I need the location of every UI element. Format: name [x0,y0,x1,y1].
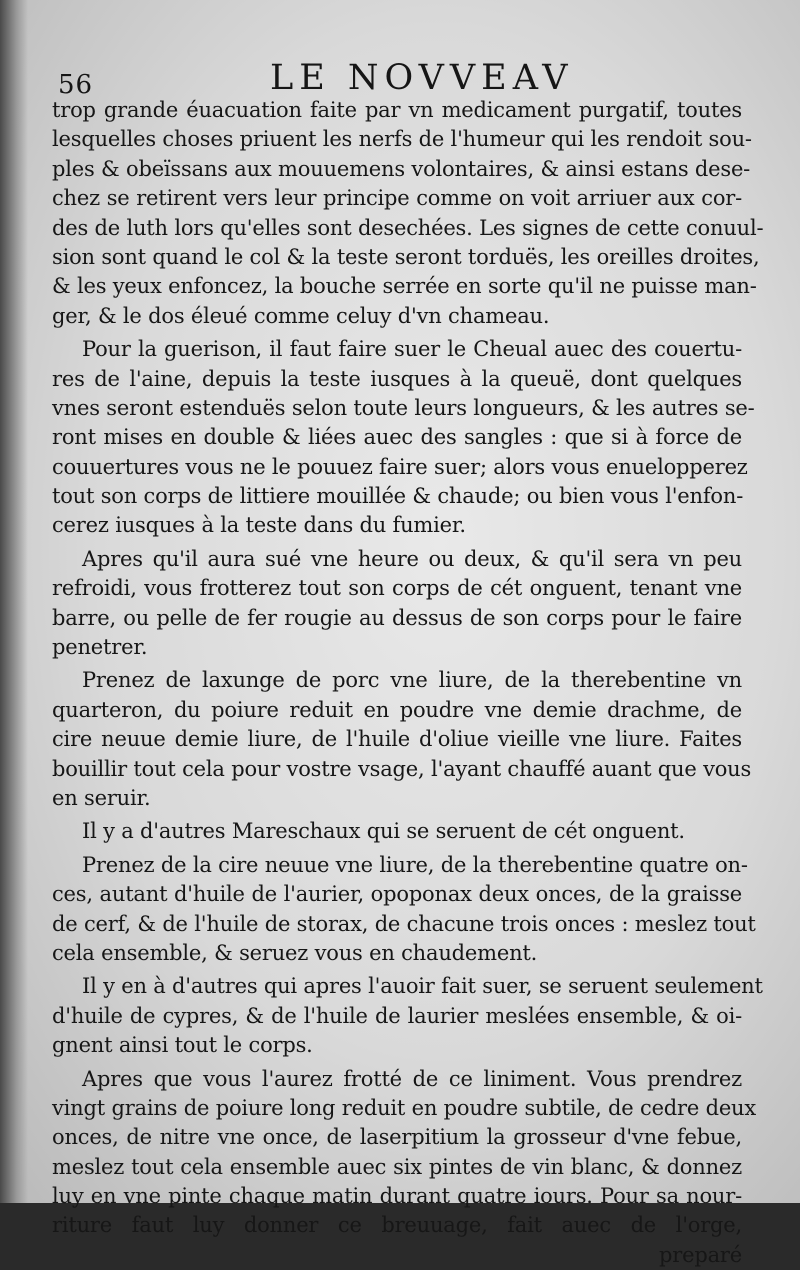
text-line: penetrer. [52,635,148,660]
text-line: cela ensemble, & seruez vous en chaudement. [52,940,538,965]
text-line: cire neuue demie liure, de l'huile d'oliue vieille vne liure. Faites [52,727,742,752]
page-gutter-shadow [0,0,28,1203]
text-line: de cerf, & de l'huile de storax, de chacune trois onces : meslez tout [52,911,756,936]
text-line: en seruir. [52,785,151,810]
page-number: 56 [58,70,94,100]
text-line: gnent ainsi tout le corps. [52,1033,313,1058]
text-line: riture faut luy donner ce breuuage, fait auec de l'orge, [52,1213,742,1238]
text-line: des de luth lors qu'elles sont desechées. Les signes de cette conuul- [52,215,764,240]
text-line: ces, autant d'huile de l'aurier, opoponax deux onces, de la graisse [52,882,742,907]
text-line: Apres qu'il aura sué vne heure ou deux, & qu'il sera vn peu [82,546,742,571]
text-line: Il y a d'autres Mareschaux qui se seruent de cét onguent. [82,819,685,844]
text-line: Prenez de laxunge de porc vne liure, de la therebentine vn [82,668,742,693]
text-line: ples & obeïssans aux mouuemens volontaires, & ainsi estans dese- [52,156,751,181]
text-line: Apres que vous l'aurez frotté de ce liniment. Vous prendrez [82,1066,742,1091]
text-line: trop grande éuacuation faite par vn medicament purgatif, toutes [52,98,742,122]
text-line: ront mises en double & liées auec des sangles : que si à force de [52,425,742,450]
text-line: barre, ou pelle de fer rougie au dessus de son corps pour le faire [52,605,742,630]
text-line: res de l'aine, depuis la teste iusques à la queuë, dont quelques [52,366,742,391]
text-line: onces, de nitre vne once, de laserpitium la grosseur d'vne febue, [52,1125,742,1150]
text-line: vingt grains de poiure long reduit en poudre subtile, de cedre deux [52,1095,757,1120]
text-line: lesquelles choses priuent les nerfs de l'humeur qui les rendoit sou- [52,127,752,152]
running-header [0,56,800,100]
text-line: cerez iusques à la teste dans du fumier. [52,513,466,538]
text-line: sion sont quand le col & la teste seront torduës, les oreilles droites, [52,244,760,269]
running-title: LE NOVVEAV [270,58,574,98]
text-line: meslez tout cela ensemble auec six pintes de vin blanc, & donnez [52,1154,742,1179]
catchword: preparé [659,1242,742,1267]
text-line: d'huile de cypres, & de l'huile de laurier meslées ensemble, & oi- [52,1003,742,1028]
text-line: vnes seront estenduës selon toute leurs longueurs, & les autres se- [52,395,755,420]
text-line: couuertures vous ne le pouuez faire suer; alors vous enuelopperez [52,454,748,479]
text-line: bouillir tout cela pour vostre vsage, l'ayant chauffé auant que vous [52,756,752,781]
text-line: luy en vne pinte chaque matin durant quatre iours. Pour sa nour- [52,1184,742,1209]
text-line: & les yeux enfoncez, la bouche serrée en sorte qu'il ne puisse man- [52,274,757,299]
text-line: chez se retirent vers leur principe comme on voit arriuer aux cor- [52,186,742,211]
text-line: tout son corps de littiere mouillée & chaude; ou bien vous l'enfon- [52,484,744,509]
text-line: Prenez de la cire neuue vne liure, de la therebentine quatre on- [82,852,748,877]
text-line: quarteron, du poiure reduit en poudre vne demie drachme, de [52,697,742,722]
text-line: ger, & le dos éleué comme celuy d'vn chameau. [52,303,550,328]
text-line: Pour la guerison, il faut faire suer le Cheual auec des couertu- [82,337,742,362]
text-line: Il y en à d'autres qui apres l'auoir fait suer, se seruent seulement [82,974,763,999]
text-body [52,96,764,1270]
text-line: refroidi, vous frotterez tout son corps de cét onguent, tenant vne [52,576,742,601]
